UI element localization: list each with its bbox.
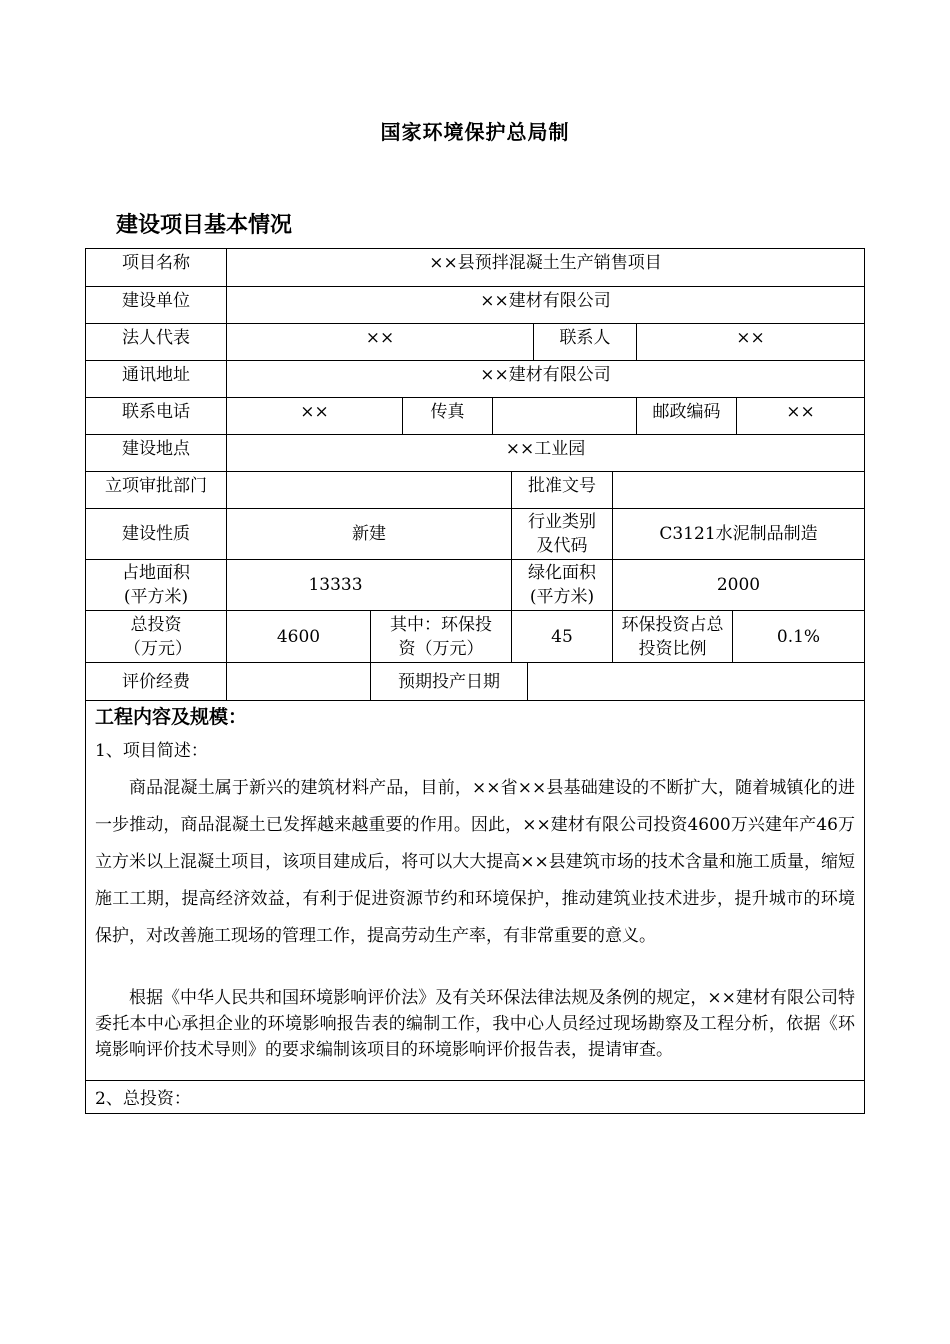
project-name-value: ××县预拌混凝土生产销售项目 xyxy=(429,253,662,273)
green-area-value: 2000 xyxy=(716,575,761,595)
paragraph-2: 根据《中华人民共和国环境影响评价法》及有关环保法律法规及条例的规定，××建材有限公司特委托本中心承担企业的环境影响报告表的编制工作，我中心人员经过现场勘察及工程分析，依据《环境影响评价技术导则》的要求编制该项目的环境影响评价报告表，提请审查。 xyxy=(95,988,855,1060)
postcode-value: ×× xyxy=(786,402,815,422)
fax-value xyxy=(493,398,636,434)
item1-label: 1、项目简述： xyxy=(95,741,208,761)
address-value: ××建材有限公司 xyxy=(480,365,611,385)
builder-value: ××建材有限公司 xyxy=(480,291,611,311)
industry-label: 行业类别及代码 xyxy=(528,512,596,556)
fax-label: 传真 xyxy=(430,402,465,422)
paragraph-1: 商品混凝土属于新兴的建筑材料产品，目前，××省××县基础建设的不断扩大，随着城镇化的进一步推动，商品混凝土已发挥越来越重要的作用。因此，××建材有限公司投资4600万兴建年产46万立方米以上混凝土项目，该项目建成后，将可以大大提高××县建筑市场的技术含量和施工质量，缩短施工工期，提高经济效益，有利于促进资源节约和环境保护，推动建筑业技术进步，提升城市的环境保护，对改善施工现场的管理工作，提高劳动生产率，有非常重要的意义。 xyxy=(95,778,855,946)
legal-rep-value: ×× xyxy=(365,328,395,348)
env-ratio-value: 0.1% xyxy=(776,626,821,647)
builder-label: 建设单位 xyxy=(122,291,190,311)
item2-label: 2、总投资： xyxy=(95,1089,191,1109)
legal-rep-label: 法人代表 xyxy=(122,328,190,348)
nature-value: 新建 xyxy=(352,524,386,544)
site-value: ××工业园 xyxy=(505,439,586,459)
green-area-label: 绿化面积(平方米) xyxy=(528,563,596,607)
env-ratio-label: 环保投资占总投资比例 xyxy=(621,614,724,659)
eval-fee-label: 评价经费 xyxy=(122,671,190,692)
approval-no-value xyxy=(613,472,864,508)
content-heading: 工程内容及规模： xyxy=(95,706,248,728)
contact-value: ×× xyxy=(736,328,765,348)
area-value: 13333 xyxy=(308,575,363,595)
approval-no-label: 批准文号 xyxy=(528,476,596,496)
investment-label: 总投资（万元） xyxy=(124,614,192,659)
phone-value: ×× xyxy=(300,402,329,422)
page-title: 国家环境保护总局制 xyxy=(380,120,570,144)
expected-date-label: 预期投产日期 xyxy=(398,671,500,692)
project-content-section xyxy=(86,700,864,1114)
project-info-table xyxy=(85,248,865,1114)
site-label: 建设地点 xyxy=(122,439,190,459)
env-investment-value: 45 xyxy=(551,626,573,647)
nature-label: 建设性质 xyxy=(122,524,190,544)
address-label: 通讯地址 xyxy=(122,365,190,385)
section-title: 建设项目基本情况 xyxy=(116,213,293,238)
project-name-label: 项目名称 xyxy=(122,253,190,273)
env-investment-label: 其中：环保投资（万元） xyxy=(390,614,492,659)
expected-date-value xyxy=(528,663,864,700)
approval-dept-value xyxy=(227,472,511,508)
contact-label: 联系人 xyxy=(559,328,611,348)
postcode-label: 邮政编码 xyxy=(652,402,721,422)
approval-dept-label: 立项审批部门 xyxy=(105,476,207,496)
area-label: 占地面积(平方米) xyxy=(122,563,190,607)
investment-value: 4600 xyxy=(276,626,321,647)
phone-label: 联系电话 xyxy=(122,402,190,422)
eval-fee-value xyxy=(227,663,370,700)
industry-value: C3121水泥制品制造 xyxy=(659,524,818,544)
